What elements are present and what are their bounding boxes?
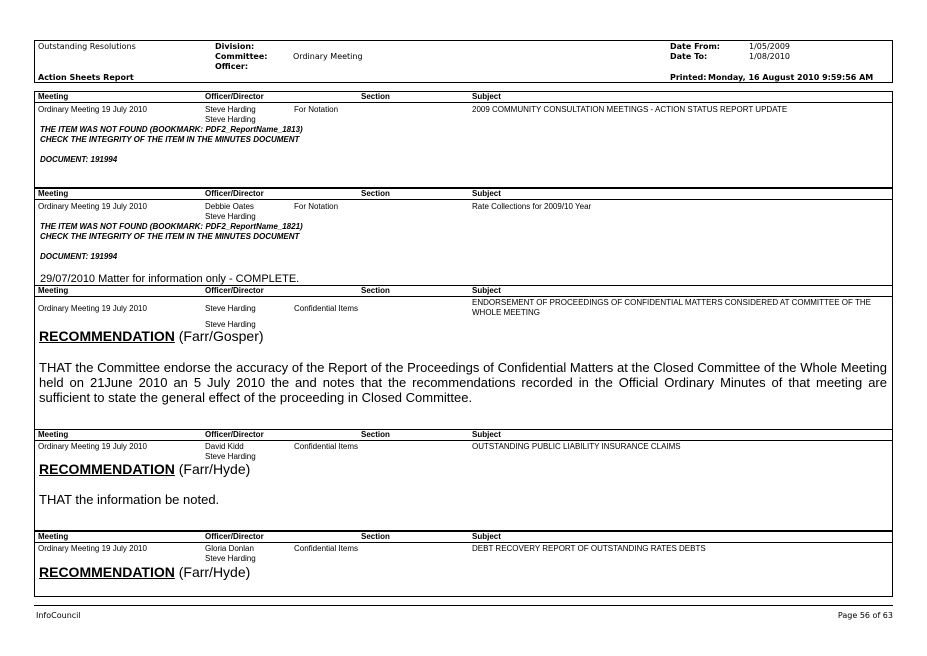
director-name: Steve Harding xyxy=(205,320,256,329)
action-item xyxy=(34,531,893,597)
resolution-text: THAT the Committee endorse the accuracy of the Report of the Proceedings of Confidential Matters at the Closed Committee of the Whole Meeting held on 21June 2010 an 5 July 2010 the and notes that the recommendations recorded in the Official Ordinary Minutes of that meeting are sufficient to state the general effect of the proceeding in Closed Committee. xyxy=(39,360,887,405)
report-header xyxy=(34,40,893,83)
column-header-row xyxy=(35,92,892,103)
column-header-row xyxy=(35,286,892,297)
document-number: DOCUMENT: 191994 xyxy=(40,252,118,261)
officer-name: Steve Harding xyxy=(205,304,256,313)
footer-brand: InfoCouncil xyxy=(36,611,81,620)
column-subject: Subject xyxy=(472,286,501,295)
action-item xyxy=(34,429,893,531)
meeting-name: Ordinary Meeting 19 July 2010 xyxy=(38,105,147,114)
recommendation-label: RECOMMENDATION xyxy=(39,461,175,477)
column-meeting: Meeting xyxy=(38,430,69,439)
date-from-value: 1/05/2009 xyxy=(749,42,791,51)
action-item xyxy=(34,188,893,286)
column-subject: Subject xyxy=(472,430,501,439)
director-name: Steve Harding xyxy=(205,452,256,461)
report-type: Action Sheets Report xyxy=(38,73,134,82)
section-name: For Notation xyxy=(294,105,339,114)
meeting-name: Ordinary Meeting 19 July 2010 xyxy=(38,202,147,211)
column-meeting: Meeting xyxy=(38,92,69,101)
not-found-note: THE ITEM WAS NOT FOUND (BOOKMARK: PDF2_ReportName_1821) xyxy=(40,222,303,231)
subject-text: DEBT RECOVERY REPORT OF OUTSTANDING RATES DEBTS xyxy=(472,544,706,553)
column-meeting: Meeting xyxy=(38,286,69,295)
column-subject: Subject xyxy=(472,189,501,198)
director-name: Steve Harding xyxy=(205,554,256,563)
subject-text: 2009 COMMUNITY CONSULTATION MEETINGS - ACTION STATUS REPORT UPDATE xyxy=(472,105,788,114)
printed-value: Monday, 16 August 2010 9:59:56 AM xyxy=(708,73,874,82)
officer-name: Gloria Donlan xyxy=(205,544,254,553)
column-header-row xyxy=(35,189,892,200)
director-name: Steve Harding xyxy=(205,115,256,124)
date-to-value: 1/08/2010 xyxy=(749,52,791,61)
officer-name: David Kidd xyxy=(205,442,244,451)
action-item xyxy=(34,91,893,188)
recommendation-movers: (Farr/Gosper) xyxy=(174,328,264,344)
column-subject: Subject xyxy=(472,92,501,101)
column-officer: Officer/Director xyxy=(205,189,264,198)
action-item xyxy=(34,285,893,430)
status-note: 29/07/2010 Matter for information only - COMPLETE. xyxy=(40,273,300,285)
subject-text: ENDORSEMENT OF PROCEEDINGS OF CONFIDENTIAL MATTERS CONSIDERED AT COMMITTEE OF THE WHOLE MEETING xyxy=(472,298,871,317)
recommendation-movers: (Farr/Hyde) xyxy=(174,461,251,477)
date-to-label: Date To: xyxy=(670,52,708,61)
column-section: Section xyxy=(361,189,390,198)
report-name: Outstanding Resolutions xyxy=(38,42,136,51)
page-number: Page 56 of 63 xyxy=(837,611,893,620)
recommendation-heading xyxy=(39,564,250,580)
committee-label: Committee: xyxy=(215,52,268,61)
division-label: Division: xyxy=(215,42,255,51)
recommendation-label: RECOMMENDATION xyxy=(39,564,175,580)
recommendation-movers: (Farr/Hyde) xyxy=(174,564,251,580)
column-meeting: Meeting xyxy=(38,189,69,198)
committee-value: Ordinary Meeting xyxy=(293,52,363,61)
column-officer: Officer/Director xyxy=(205,430,264,439)
officer-name: Debbie Oates xyxy=(205,202,254,211)
printed-label: Printed: xyxy=(670,73,707,82)
footer-divider xyxy=(34,605,893,606)
officer-name: Steve Harding xyxy=(205,105,256,114)
meeting-name: Ordinary Meeting 19 July 2010 xyxy=(38,544,147,553)
document-number: DOCUMENT: 191994 xyxy=(40,155,118,164)
section-name: For Notation xyxy=(294,202,339,211)
integrity-note: CHECK THE INTEGRITY OF THE ITEM IN THE MINUTES DOCUMENT xyxy=(40,232,300,241)
column-officer: Officer/Director xyxy=(205,92,264,101)
meeting-name: Ordinary Meeting 19 July 2010 xyxy=(38,304,147,313)
column-section: Section xyxy=(361,430,390,439)
column-officer: Officer/Director xyxy=(205,532,264,541)
column-header-row xyxy=(35,430,892,441)
subject-text: OUTSTANDING PUBLIC LIABILITY INSURANCE CLAIMS xyxy=(472,442,681,451)
date-from-label: Date From: xyxy=(670,42,721,51)
column-section: Section xyxy=(361,286,390,295)
recommendation-heading xyxy=(39,328,264,344)
subject-text: Rate Collections for 2009/10 Year xyxy=(472,202,592,211)
integrity-note: CHECK THE INTEGRITY OF THE ITEM IN THE MINUTES DOCUMENT xyxy=(40,135,300,144)
section-name: Confidential Items xyxy=(294,544,359,553)
director-name: Steve Harding xyxy=(205,212,256,221)
recommendation-label: RECOMMENDATION xyxy=(39,328,175,344)
column-section: Section xyxy=(361,92,390,101)
recommendation-heading xyxy=(39,461,250,477)
not-found-note: THE ITEM WAS NOT FOUND (BOOKMARK: PDF2_ReportName_1813) xyxy=(40,125,303,134)
officer-label: Officer: xyxy=(215,62,249,71)
column-meeting: Meeting xyxy=(38,532,69,541)
column-section: Section xyxy=(361,532,390,541)
section-name: Confidential Items xyxy=(294,442,359,451)
meeting-name: Ordinary Meeting 19 July 2010 xyxy=(38,442,147,451)
column-subject: Subject xyxy=(472,532,501,541)
column-header-row xyxy=(35,532,892,543)
section-name: Confidential Items xyxy=(294,304,359,313)
column-officer: Officer/Director xyxy=(205,286,264,295)
resolution-text: THAT the information be noted. xyxy=(39,492,220,507)
